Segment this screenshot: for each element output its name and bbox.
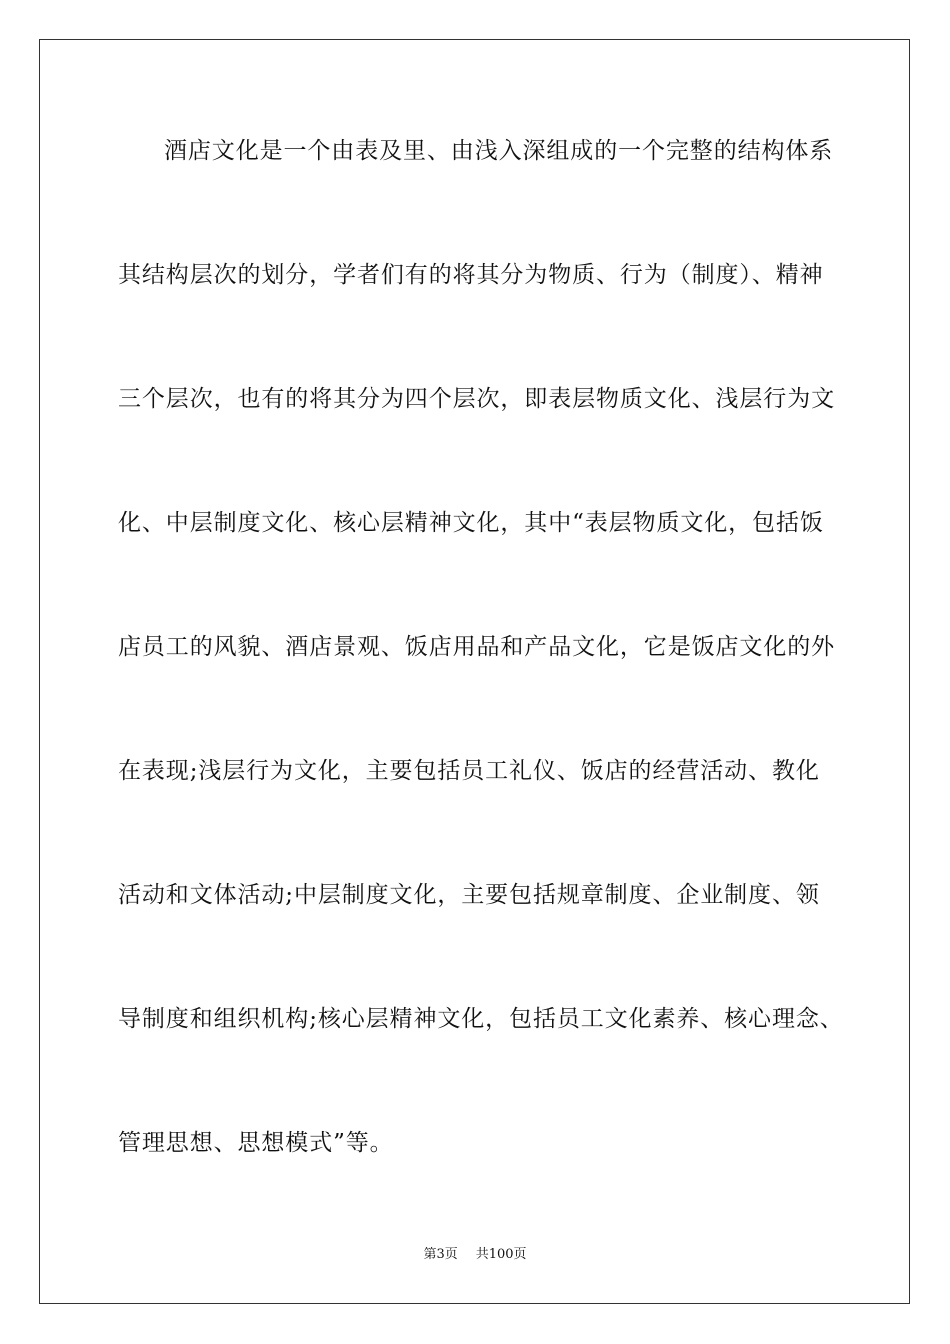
paragraph-line-5: 店员工的风貌、酒店景观、饭店用品和产品文化，它是饭店文化的外 bbox=[118, 634, 835, 660]
page-frame bbox=[39, 39, 910, 1304]
paragraph-line-8: 导制度和组织机构;核心层精神文化，包括员工文化素养、核心理念、 bbox=[118, 1006, 844, 1032]
page-footer bbox=[0, 1246, 950, 1264]
page-total: 共100页 bbox=[475, 1247, 527, 1262]
page-number: 第3页 bbox=[423, 1247, 458, 1262]
paragraph-line-1: 酒店文化是一个由表及里、由浅入深组成的一个完整的结构体系 bbox=[164, 138, 834, 164]
paragraph-line-4: 化、中层制度文化、核心层精神文化，其中“表层物质文化，包括饭 bbox=[118, 510, 824, 536]
paragraph-line-3: 三个层次，也有的将其分为四个层次，即表层物质文化、浅层行为文 bbox=[118, 386, 835, 412]
paragraph-line-2: 其结构层次的划分，学者们有的将其分为物质、行为（制度）、精神 bbox=[118, 262, 824, 288]
paragraph-line-7: 活动和文体活动;中层制度文化，主要包括规章制度、企业制度、领 bbox=[118, 882, 820, 908]
paragraph-line-9: 管理思想、思想模式”等。 bbox=[118, 1130, 394, 1156]
paragraph-line-6: 在表现;浅层行为文化，主要包括员工礼仪、饭店的经营活动、教化 bbox=[118, 758, 820, 784]
